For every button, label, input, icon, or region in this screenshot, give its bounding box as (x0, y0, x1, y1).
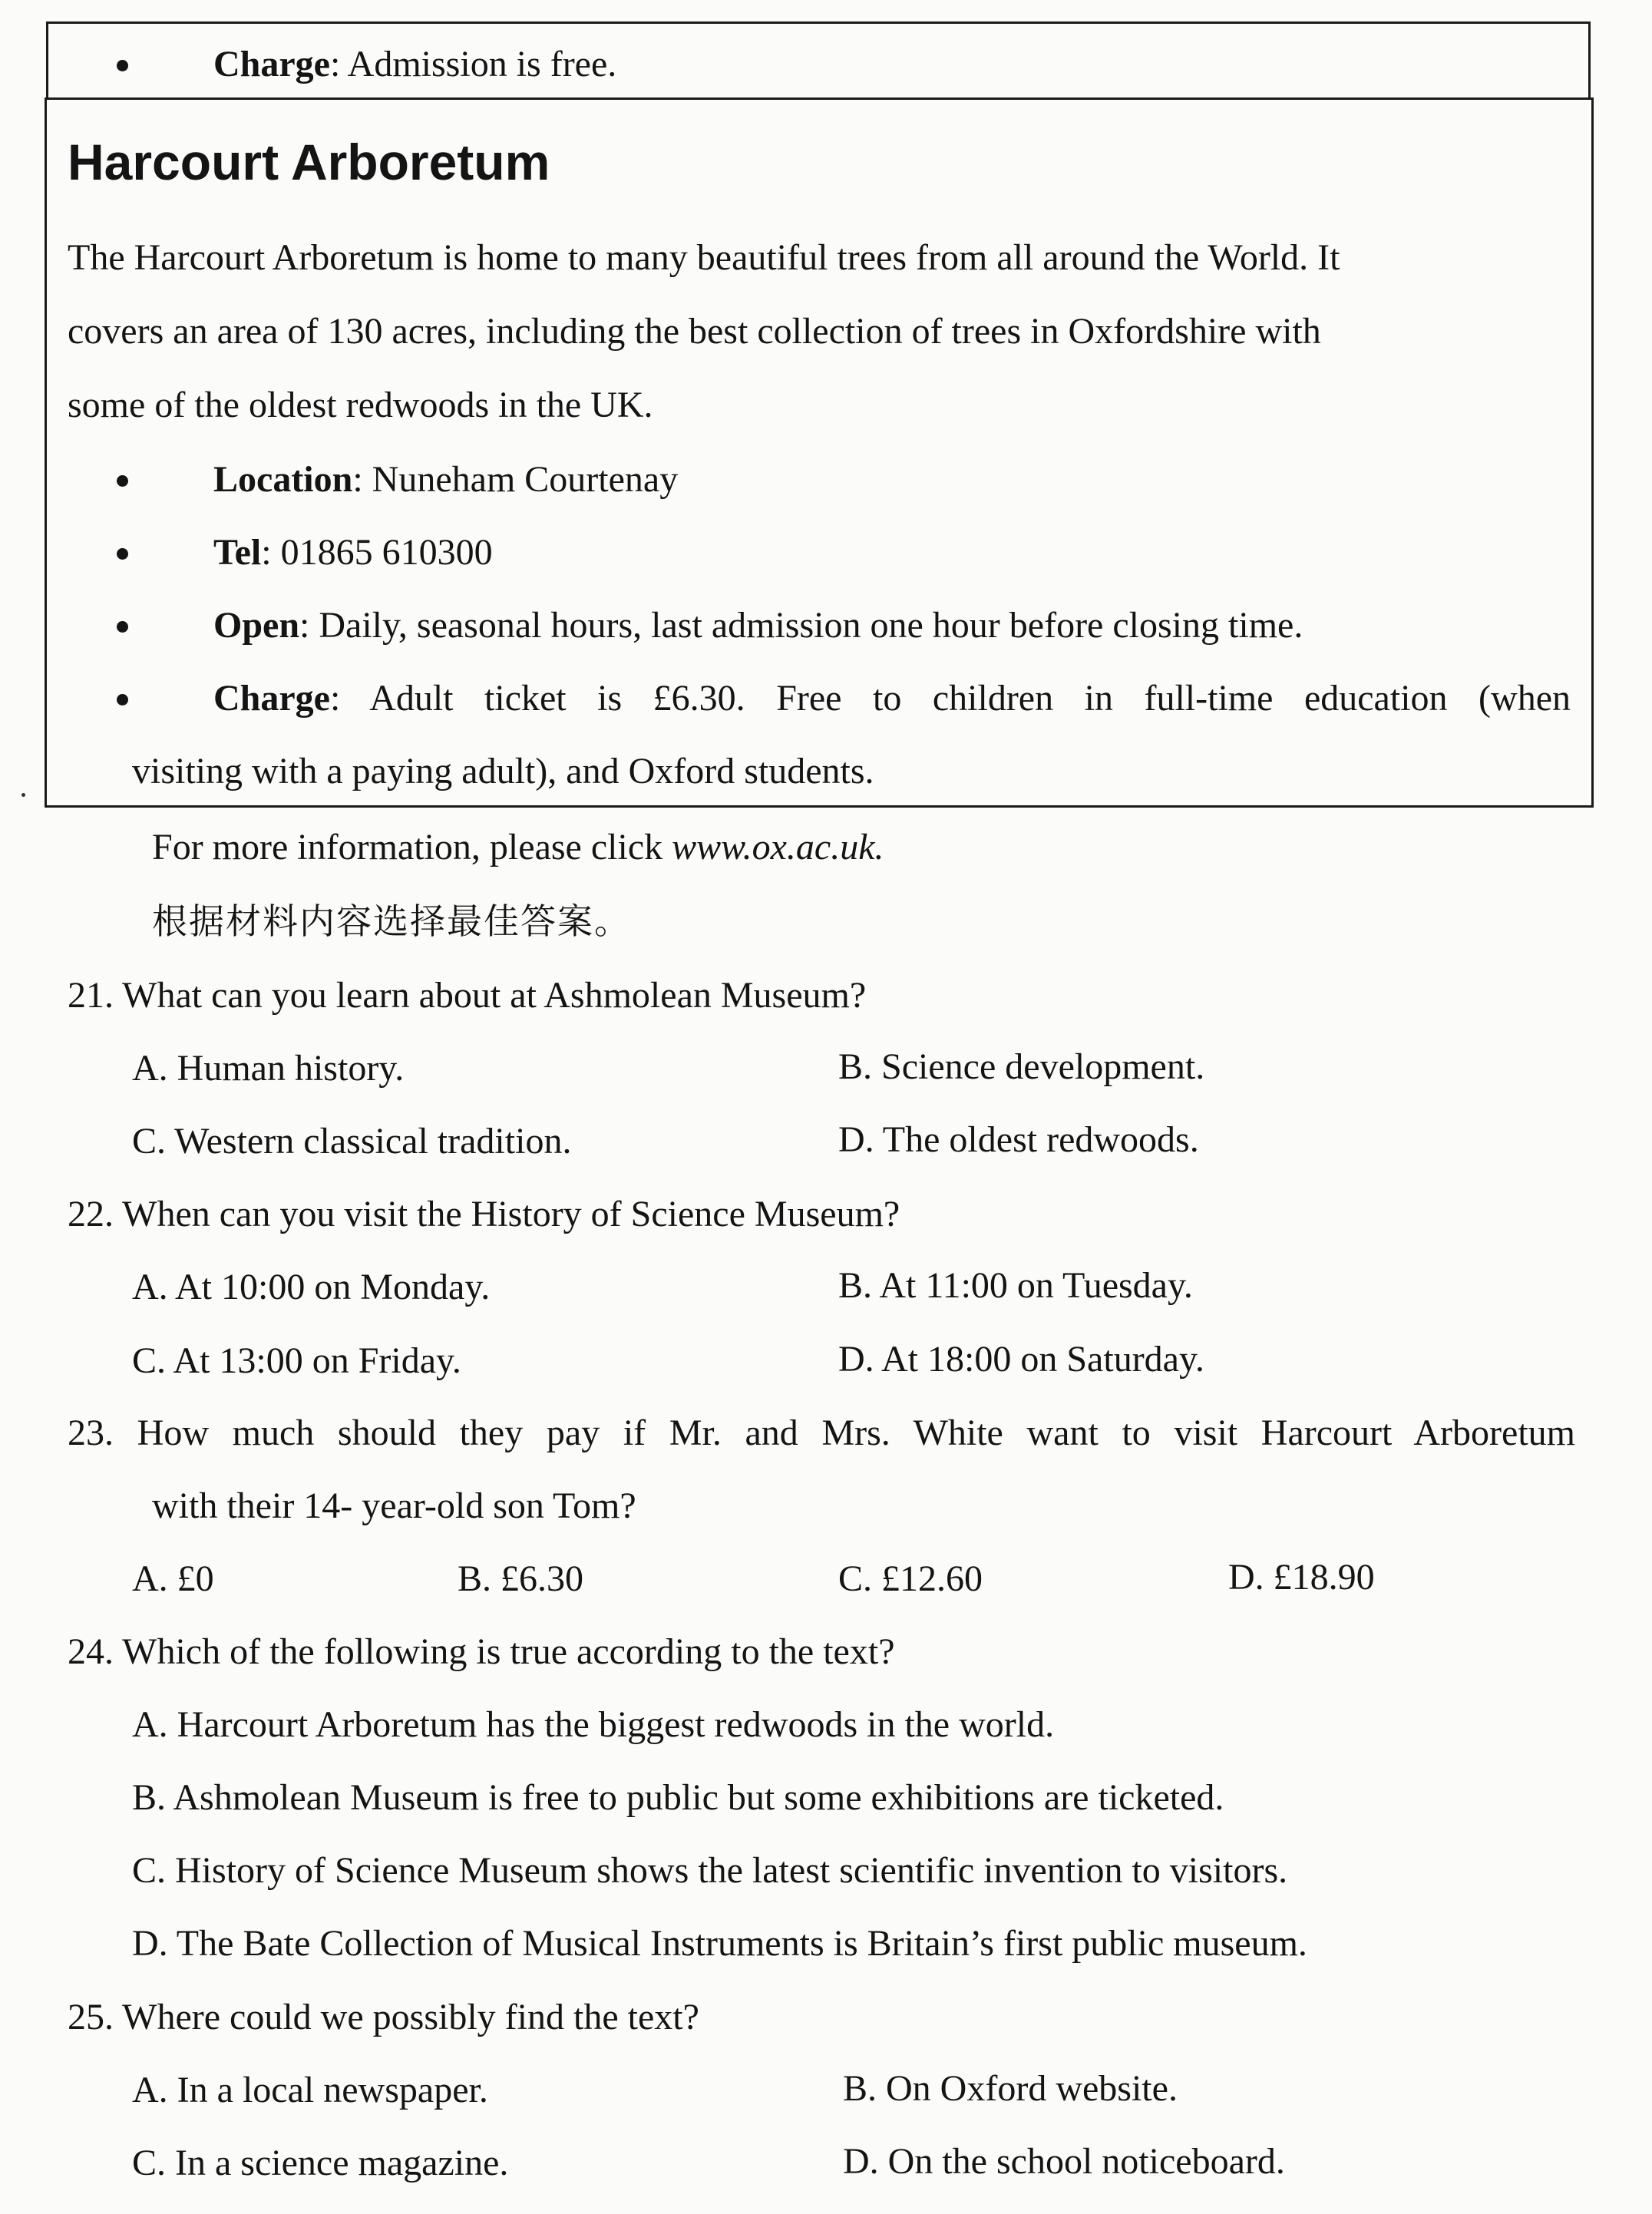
open-line (213, 603, 1303, 649)
option: C. At 13:00 on Friday. (132, 1340, 461, 1381)
option: D. £18.90 (1228, 1557, 1375, 1598)
bullet-icon (117, 621, 128, 633)
option: C. £12.60 (838, 1558, 983, 1599)
location-label: Location (213, 459, 353, 500)
open-label: Open (213, 605, 300, 646)
question-stem: 25. Where could we possibly find the text? (68, 1997, 699, 2037)
bullet-icon (117, 60, 128, 71)
option: B. Ashmolean Museum is free to public but some exhibitions are ticketed. (132, 1777, 1224, 1818)
charge-text: : Admission is free. (329, 44, 617, 84)
option: A. Harcourt Arboretum has the biggest redwoods in the world. (132, 1704, 1055, 1745)
question-stem: 24. Which of the following is true according to the text? (68, 1631, 895, 1672)
option: C. In a science magazine. (132, 2143, 509, 2183)
option: C. Western classical tradition. (132, 1121, 572, 1162)
bullet-icon (117, 475, 128, 487)
location-text: : Nuneham Courtenay (352, 459, 679, 500)
bullet-icon (117, 548, 128, 560)
open-text: : Daily, seasonal hours, last admission one hour before closing time. (299, 605, 1303, 646)
option: D. The Bate Collection of Musical Instruments is Britain’s first public museum. (132, 1923, 1307, 1964)
option: B. At 11:00 on Tuesday. (838, 1265, 1193, 1306)
question-stem: 21. What can you learn about at Ashmolean Museum? (68, 975, 867, 1016)
option: D. On the school noticeboard. (843, 2141, 1285, 2182)
option: D. At 18:00 on Saturday. (838, 1339, 1204, 1380)
instruction: 根据材料内容选择最佳答案。 (152, 900, 631, 942)
harcourt-para-line: covers an area of 130 acres, including the best collection of trees in Oxfordshire with (68, 311, 1321, 352)
charge-line-continued: visiting with a paying adult), and Oxford students. (132, 751, 874, 791)
previous-charge-line (213, 41, 616, 88)
question-stem-continued: with their 14- year-old son Tom? (152, 1485, 636, 1526)
more-info-line (152, 824, 884, 871)
option: C. History of Science Museum shows the latest scientific invention to visitors. (132, 1850, 1288, 1891)
more-info-text: For more information, please click (152, 827, 672, 867)
harcourt-title: Harcourt Arboretum (68, 134, 550, 190)
question-stem: 23. How much should they pay if Mr. and Mrs. White want to visit Harcourt Arboretum (68, 1413, 1575, 1453)
option: A. At 10:00 on Monday. (132, 1267, 491, 1307)
harcourt-para-line: The Harcourt Arboretum is home to many beautiful trees from all around the World. It (68, 237, 1340, 278)
option: A. Human history. (132, 1048, 405, 1089)
margin-mark (21, 793, 25, 797)
question-stem: 22. When can you visit the History of Science Museum? (68, 1194, 900, 1234)
option: B. Science development. (838, 1046, 1205, 1087)
option: A. £0 (132, 1558, 214, 1599)
option: A. In a local newspaper. (132, 2070, 488, 2110)
location-line (213, 457, 678, 503)
tel-label: Tel (213, 532, 262, 573)
option: B. £6.30 (458, 1558, 584, 1599)
harcourt-para-line: some of the oldest redwoods in the UK. (68, 385, 653, 425)
more-info-link[interactable]: www.ox.ac.uk. (672, 827, 884, 867)
option: D. The oldest redwoods. (838, 1119, 1199, 1160)
tel-line (213, 530, 493, 576)
charge-line (213, 676, 1571, 722)
charge-text: : Adult ticket is £6.30. Free to children in full-time education (when (329, 678, 1571, 719)
option: B. On Oxford website. (843, 2068, 1178, 2109)
tel-text: : 01865 610300 (261, 532, 493, 573)
charge-label: Charge (213, 44, 330, 84)
bullet-icon (117, 694, 128, 706)
charge-label: Charge (213, 678, 330, 719)
